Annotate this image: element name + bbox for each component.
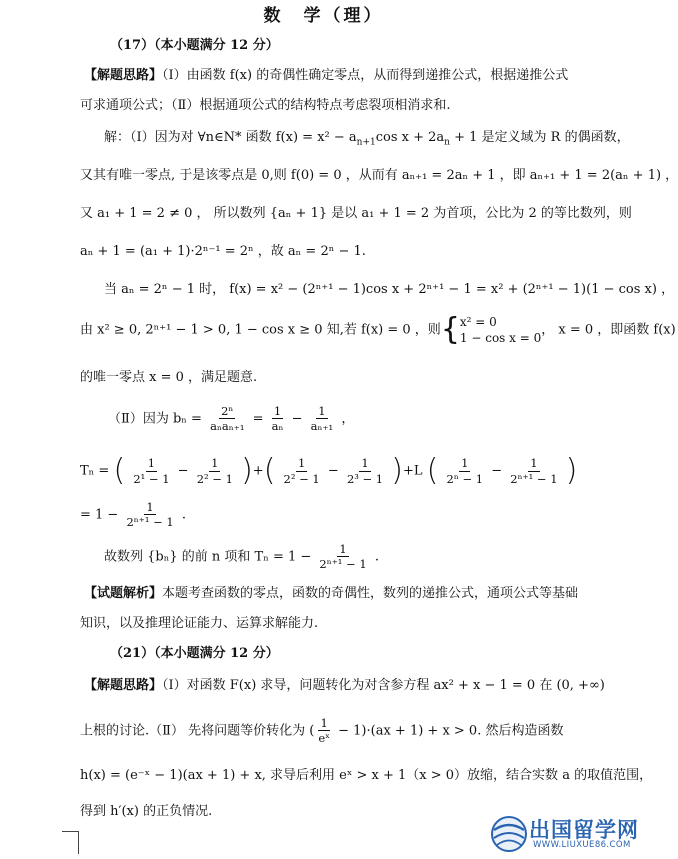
system-top: x² = 0 xyxy=(459,315,497,329)
q17-sol-6a: 由 x² ≥ 0, 2ⁿ⁺¹ − 1 > 0, 1 − cos x ≥ 0 知,若 f(x) = 0 ，则 xyxy=(80,322,441,338)
q17-thinking-line-2: 可求通项公式；（Ⅱ）根据通项公式的结构特点考虑裂项相消求和. xyxy=(80,98,451,113)
conclusion-frac xyxy=(317,542,368,572)
frac-num: 1 xyxy=(297,456,306,471)
frac-den: eˣ xyxy=(318,731,330,746)
minus-sign: − xyxy=(177,463,189,479)
period: . xyxy=(374,549,379,565)
q17-solution-line-6 xyxy=(80,314,676,346)
q17-thinking-text-1: （Ⅰ）由函数 f(x) 的奇偶性确定零点，从而得到递推公式，根据递推公式 xyxy=(162,68,569,83)
q17-solution-line-1: 解：（Ⅰ）因为对 ∀n∈N* 函数 $f(x) = x^2 - a_{n+1}\cos$ $x + 2a_n + 1$ 是定义域为 R 的偶函数， xyxy=(104,130,630,148)
frac-den: 2ⁿ⁺¹ − 1 xyxy=(510,471,558,486)
q17-analysis-text-1: 本题考查函数的零点，函数的奇偶性，数列的递推公式，通项公式等基础 xyxy=(162,586,579,601)
q17-analysis-line-2: 知识，以及推理论证能力、运算求解能力. xyxy=(80,616,319,631)
tn-formula xyxy=(80,453,578,488)
result-lead: = 1 − xyxy=(80,507,119,523)
frac-den: 2² − 1 xyxy=(196,471,233,486)
q17-sol-6b: ， x = 0 ，即函数 f(x) xyxy=(541,322,676,338)
frac-num: 1 xyxy=(146,500,154,514)
q21-thinking-tag: 【解题思路】 xyxy=(84,678,163,693)
minus-sign: − xyxy=(291,411,303,427)
frac-den: 2ⁿ⁺¹ − 1 xyxy=(319,557,367,572)
q21-line-2b: − 1)·(ax + 1) + x > 0. 然后构造函数 xyxy=(334,723,564,739)
frac-den: 2² − 1 xyxy=(283,471,320,486)
frac-num: 1 xyxy=(530,456,538,471)
site-logo[interactable] xyxy=(489,812,644,856)
comma: ， xyxy=(341,411,355,427)
frac-den: aₙ₊₁ xyxy=(310,419,334,434)
result-frac xyxy=(124,500,175,530)
term-frac xyxy=(282,456,322,486)
term-frac xyxy=(195,456,235,486)
q21-frac xyxy=(316,716,332,746)
tn-lead: Tₙ = xyxy=(80,463,110,479)
frac-num: 1 xyxy=(318,404,326,418)
q21-line-2 xyxy=(80,716,563,746)
bn-den: aₙaₙ₊₁ xyxy=(210,419,245,434)
bn-formula xyxy=(108,404,354,434)
inv-an xyxy=(270,404,286,434)
q17-sol-1c: + 1 是定义域为 R 的偶函数， xyxy=(449,130,630,145)
frac-num: 1 xyxy=(273,404,282,418)
term-frac xyxy=(345,456,385,486)
q17-analysis-line-1 xyxy=(84,586,578,602)
q17-thinking-tag: 【解题思路】 xyxy=(84,68,163,83)
inv-an1 xyxy=(309,404,336,434)
bn-lead: （Ⅱ）因为 bₙ = xyxy=(108,411,202,427)
period: . xyxy=(181,507,186,523)
q17-analysis-tag: 【试题解析】 xyxy=(84,586,163,601)
term-frac xyxy=(445,456,486,486)
q21-thinking-line-1 xyxy=(84,678,605,694)
q17-solution-line-5: 当 aₙ = 2ⁿ − 1 时， f(x) = x² − (2ⁿ⁺¹ − 1)cos x + 2ⁿ⁺¹ − 1 = x² + (2ⁿ⁺¹ − 1)(1 − cos x) ， xyxy=(104,282,675,297)
globe-icon xyxy=(489,814,529,854)
term-frac xyxy=(131,456,171,486)
minus-sign: − xyxy=(491,463,503,479)
system-brace: { xyxy=(440,312,460,348)
eq-sign: = xyxy=(252,411,264,427)
page-title: 数 学（理） xyxy=(263,6,384,26)
frac-num: 1 xyxy=(320,716,328,730)
paren-close: ) xyxy=(391,453,403,488)
q17-heading: （17）（本小题满分 12 分） xyxy=(110,38,279,53)
conclusion-lead: 故数列 {bₙ} 的前 n 项和 Tₙ = 1 − xyxy=(104,549,312,565)
q17-solution-line-3: 又 a₁ + 1 = 2 ≠ 0 ， 所以数列 {aₙ + 1} 是以 a₁ + 1 = 2 为首项，公比为 2 的等比数列，则 xyxy=(80,206,632,221)
q17-solution-line-4: aₙ + 1 = (a₁ + 1)·2ⁿ⁻¹ = 2ⁿ ，故 aₙ = 2ⁿ − 1. xyxy=(80,244,366,259)
paren-open: ( xyxy=(263,453,276,488)
q17-sol-1b: cos x + 2a xyxy=(375,130,445,145)
logo-word: 出国留学网 xyxy=(529,818,639,842)
frac-den: 2ⁿ − 1 xyxy=(446,471,484,486)
paren-open: ( xyxy=(426,453,439,488)
paren-close: ) xyxy=(241,453,253,488)
bn-fraction xyxy=(208,404,246,434)
frac-den: 2³ − 1 xyxy=(346,471,384,486)
system-bottom: 1 − cos x = 0 xyxy=(459,331,542,346)
page-corner-mark xyxy=(62,831,79,854)
q17-solution-line-7: 的唯一零点 x = 0 ，满足题意. xyxy=(80,370,258,385)
logo-url: WWW.LIUXUE86.COM xyxy=(533,840,631,850)
q21-heading: （21）（本小题满分 12 分） xyxy=(110,646,279,661)
equation-system xyxy=(460,314,541,346)
minus-sign: − xyxy=(327,463,339,479)
paren-open: ( xyxy=(113,453,126,488)
frac-num: 1 xyxy=(461,456,469,471)
frac-den: 2ⁿ⁺¹ − 1 xyxy=(126,515,174,530)
q17-thinking-line-1 xyxy=(84,68,568,84)
q17-solution-line-2: 又其有唯一零点, 于是该零点是 0,则 f(0) = 0 ，从而有 aₙ₊₁ = 2aₙ + 1 ，即 aₙ₊₁ + 1 = 2(aₙ + 1) ， xyxy=(80,168,678,183)
plus-sign: + xyxy=(252,463,264,479)
paren-close: ) xyxy=(565,453,578,488)
q21-line-3: h(x) = (e⁻ˣ − 1)(ax + 1) + x, 求导后利用 eˣ > x + 1（x > 0）放缩，结合实数 a 的取值范围， xyxy=(80,768,653,783)
frac-num: 1 xyxy=(211,456,219,471)
q21-line-4: 得到 h′(x) 的正负情况. xyxy=(80,804,213,819)
ellipsis: +L xyxy=(403,463,423,479)
frac-den: aₙ xyxy=(271,419,284,434)
q21-line-2a: 上根的讨论.（Ⅱ） 先将问题等价转化为 ( xyxy=(80,723,315,739)
q17-sol-1a: 解：（Ⅰ）因为对 ∀n∈N* 函数 f(x) = x² − a xyxy=(104,130,357,145)
q21-thinking-text-1: （Ⅰ）对函数 F(x) 求导，问题转化为对含参方程 ax² + x − 1 = 0 在 (0, +∞) xyxy=(162,678,605,693)
frac-num: 1 xyxy=(339,542,347,556)
tn-result xyxy=(80,500,186,530)
frac-num: 1 xyxy=(147,456,156,471)
frac-den: 2¹ − 1 xyxy=(133,471,170,486)
frac-num: 1 xyxy=(361,456,369,471)
conclusion xyxy=(104,542,379,572)
term-frac xyxy=(508,456,559,486)
bn-num: 2ⁿ xyxy=(221,404,234,418)
